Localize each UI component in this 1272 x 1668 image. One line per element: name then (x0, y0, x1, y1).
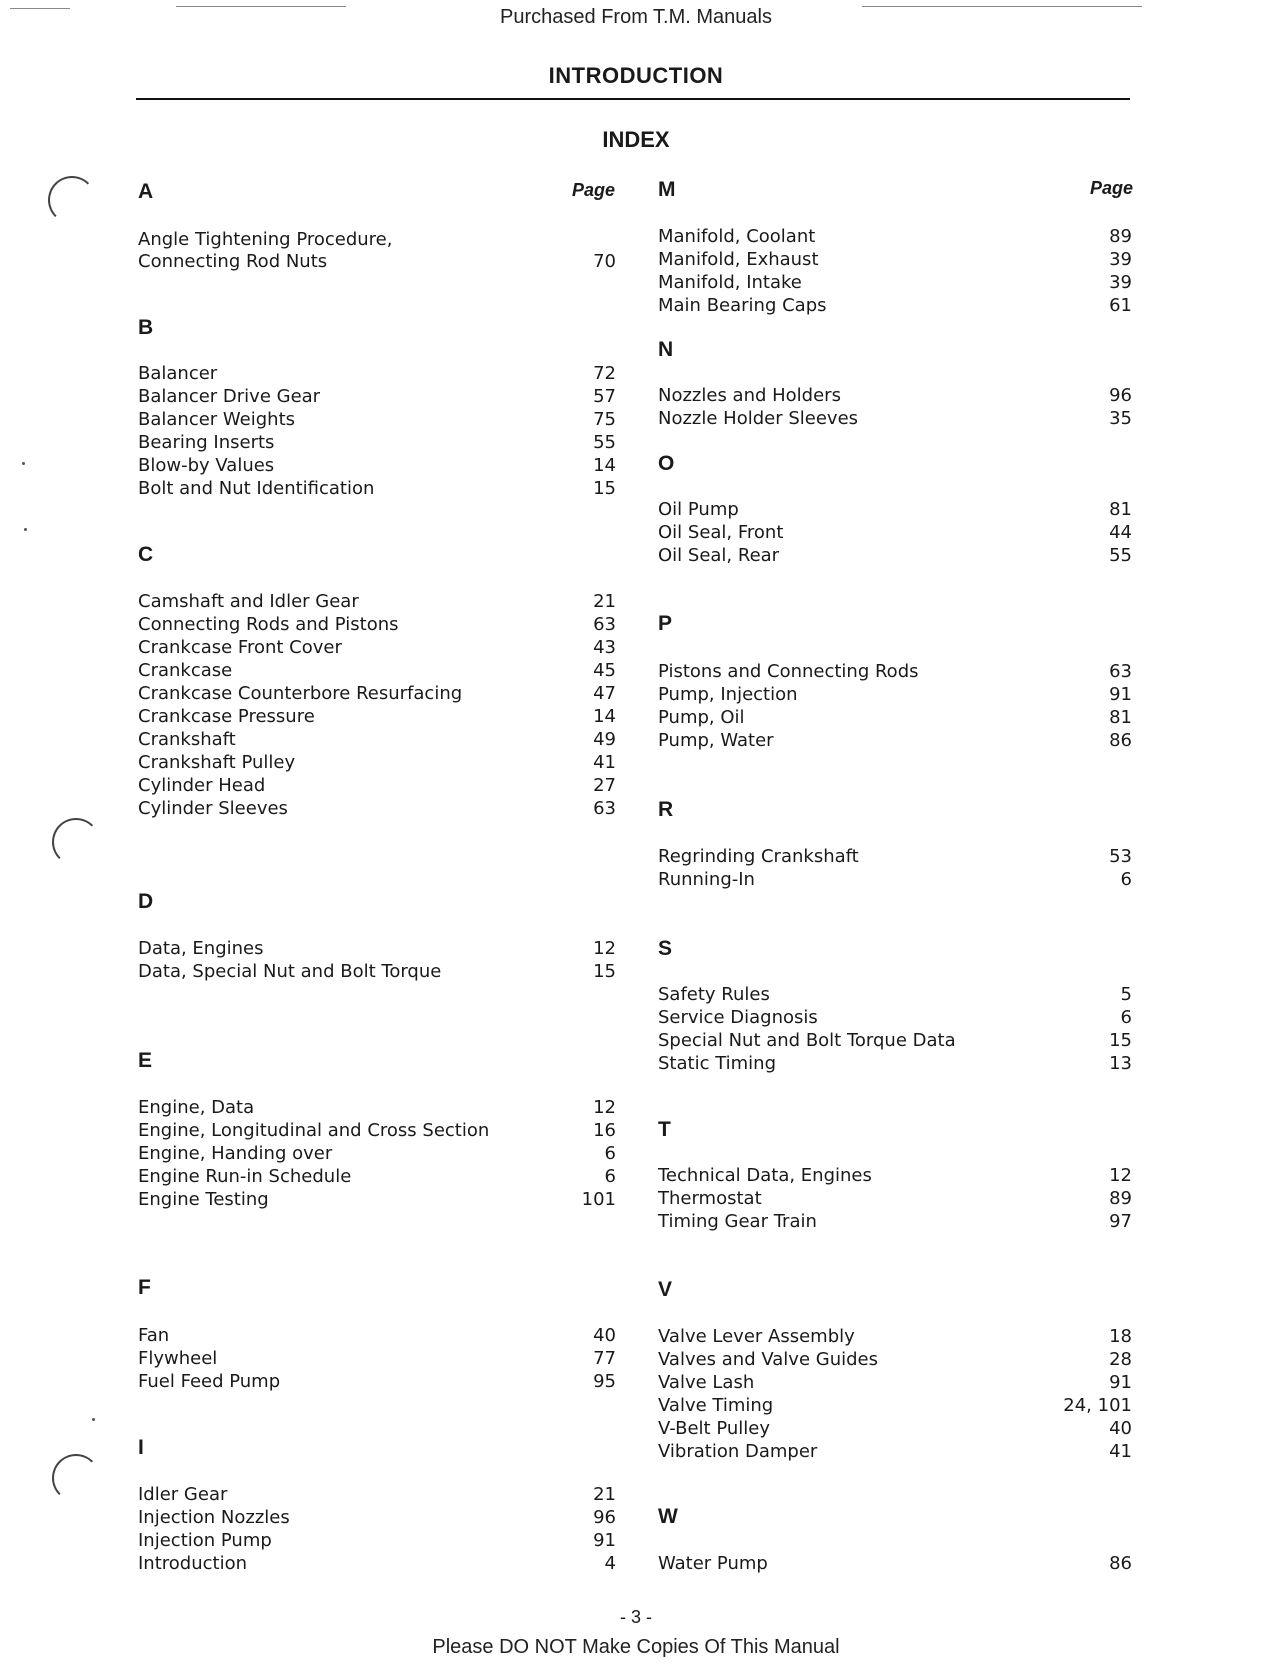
index-letter-r: R (658, 798, 674, 821)
punch-hole-mark (52, 818, 100, 866)
scan-speck (92, 1418, 95, 1421)
index-entry: Valve Lash 91 (658, 1372, 1132, 1393)
index-entry: Special Nut and Bolt Torque Data 15 (658, 1030, 1132, 1051)
index-entry: Pump, Injection 91 (658, 684, 1132, 705)
index-letter-c: C (138, 543, 154, 566)
index-entry: Crankshaft Pulley 41 (138, 752, 616, 773)
index-entry: Data, Engines 12 (138, 938, 616, 959)
index-entry: Balancer Drive Gear 57 (138, 386, 616, 407)
index-entry: Angle Tightening Procedure, (138, 229, 393, 250)
index-entry: Valves and Valve Guides 28 (658, 1349, 1132, 1370)
index-letter-b: B (138, 316, 154, 339)
index-entry: Oil Seal, Rear 55 (658, 545, 1132, 566)
index-entry: Engine Testing 101 (138, 1189, 616, 1210)
index-letter-a: A (138, 180, 154, 203)
purchased-from-note: Purchased From T.M. Manuals (500, 6, 772, 28)
index-entry: Safety Rules 5 (658, 984, 1132, 1005)
index-entry: Blow-by Values 14 (138, 455, 616, 476)
index-entry: Bearing Inserts 55 (138, 432, 616, 453)
index-entry: Pump, Oil 81 (658, 707, 1132, 728)
index-entry: Water Pump 86 (658, 1553, 1132, 1574)
index-entry: Manifold, Coolant 89 (658, 226, 1132, 247)
index-letter-i: I (138, 1436, 144, 1459)
index-entry: Timing Gear Train 97 (658, 1211, 1132, 1232)
index-entry: Crankcase Pressure 14 (138, 706, 616, 727)
index-entry: Nozzles and Holders 96 (658, 385, 1132, 406)
index-entry: Engine, Longitudinal and Cross Section 16 (138, 1120, 616, 1141)
index-entry: Technical Data, Engines 12 (658, 1165, 1132, 1186)
index-entry: Connecting Rod Nuts 70 (138, 251, 616, 272)
index-letter-s: S (658, 937, 673, 960)
index-entry: Engine Run-in Schedule 6 (138, 1166, 616, 1187)
index-entry: Cylinder Head 27 (138, 775, 616, 796)
index-entry: Crankcase Counterbore Resurfacing 47 (138, 683, 616, 704)
index-entry: Idler Gear 21 (138, 1484, 616, 1505)
index-entry: Manifold, Intake 39 (658, 272, 1132, 293)
index-entry: Balancer Weights 75 (138, 409, 616, 430)
index-entry: Crankcase 45 (138, 660, 616, 681)
copy-warning-note: Please DO NOT Make Copies Of This Manual (432, 1636, 840, 1658)
index-letter-f: F (138, 1276, 151, 1299)
index-entry: Cylinder Sleeves 63 (138, 798, 616, 819)
index-entry: Data, Special Nut and Bolt Torque 15 (138, 961, 616, 982)
index-entry: Static Timing 13 (658, 1053, 1132, 1074)
index-letter-v: V (658, 1278, 673, 1301)
index-entry: Introduction 4 (138, 1553, 616, 1574)
index-entry: Thermostat 89 (658, 1188, 1132, 1209)
index-letter-e: E (138, 1049, 153, 1072)
index-entry: Main Bearing Caps 61 (658, 295, 1132, 316)
scan-artifact (862, 6, 1142, 7)
index-entry: Flywheel 77 (138, 1348, 616, 1369)
index-letter-n: N (658, 338, 674, 361)
index-entry: Injection Pump 91 (138, 1530, 616, 1551)
index-entry: Engine, Handing over 6 (138, 1143, 616, 1164)
page-column-header: Page (572, 180, 616, 200)
index-entry: Fuel Feed Pump 95 (138, 1371, 616, 1392)
index-entry: Bolt and Nut Identification 15 (138, 478, 616, 499)
punch-hole-mark (52, 1454, 100, 1502)
index-entry: Nozzle Holder Sleeves 35 (658, 408, 1132, 429)
index-letter-d: D (138, 890, 154, 913)
index-letter-m: M (658, 178, 676, 201)
punch-hole-mark (48, 176, 96, 224)
index-entry: Regrinding Crankshaft 53 (658, 846, 1132, 867)
index-entry: Camshaft and Idler Gear 21 (138, 591, 616, 612)
index-title: INDEX (602, 127, 670, 152)
header-rule (136, 98, 1130, 100)
scan-speck (24, 528, 27, 531)
index-entry: Crankshaft 49 (138, 729, 616, 750)
index-entry: Oil Seal, Front 44 (658, 522, 1132, 543)
index-entry: Oil Pump 81 (658, 499, 1132, 520)
page-column-header: Page (1090, 178, 1134, 198)
index-entry: Pistons and Connecting Rods 63 (658, 661, 1132, 682)
scan-artifact (176, 6, 346, 7)
scan-speck (22, 462, 25, 465)
index-entry: Manifold, Exhaust 39 (658, 249, 1132, 270)
index-entry: V-Belt Pulley 40 (658, 1418, 1132, 1439)
index-entry: Running-In 6 (658, 869, 1132, 890)
index-entry: Injection Nozzles 96 (138, 1507, 616, 1528)
index-entry: Pump, Water 86 (658, 730, 1132, 751)
index-letter-t: T (658, 1118, 671, 1141)
index-entry: Vibration Damper 41 (658, 1441, 1132, 1462)
index-entry: Balancer 72 (138, 363, 616, 384)
index-letter-w: W (658, 1505, 678, 1528)
index-letter-p: P (658, 612, 673, 635)
section-title: INTRODUCTION (548, 63, 724, 88)
index-entry: Fan 40 (138, 1325, 616, 1346)
index-letter-o: O (658, 452, 675, 475)
scan-artifact (10, 8, 70, 9)
index-entry: Connecting Rods and Pistons 63 (138, 614, 616, 635)
index-entry: Engine, Data 12 (138, 1097, 616, 1118)
page-number: - 3 - (619, 1607, 652, 1627)
index-entry: Crankcase Front Cover 43 (138, 637, 616, 658)
index-entry: Valve Lever Assembly 18 (658, 1326, 1132, 1347)
index-entry: Service Diagnosis 6 (658, 1007, 1132, 1028)
index-entry: Valve Timing 24, 101 (658, 1395, 1132, 1416)
